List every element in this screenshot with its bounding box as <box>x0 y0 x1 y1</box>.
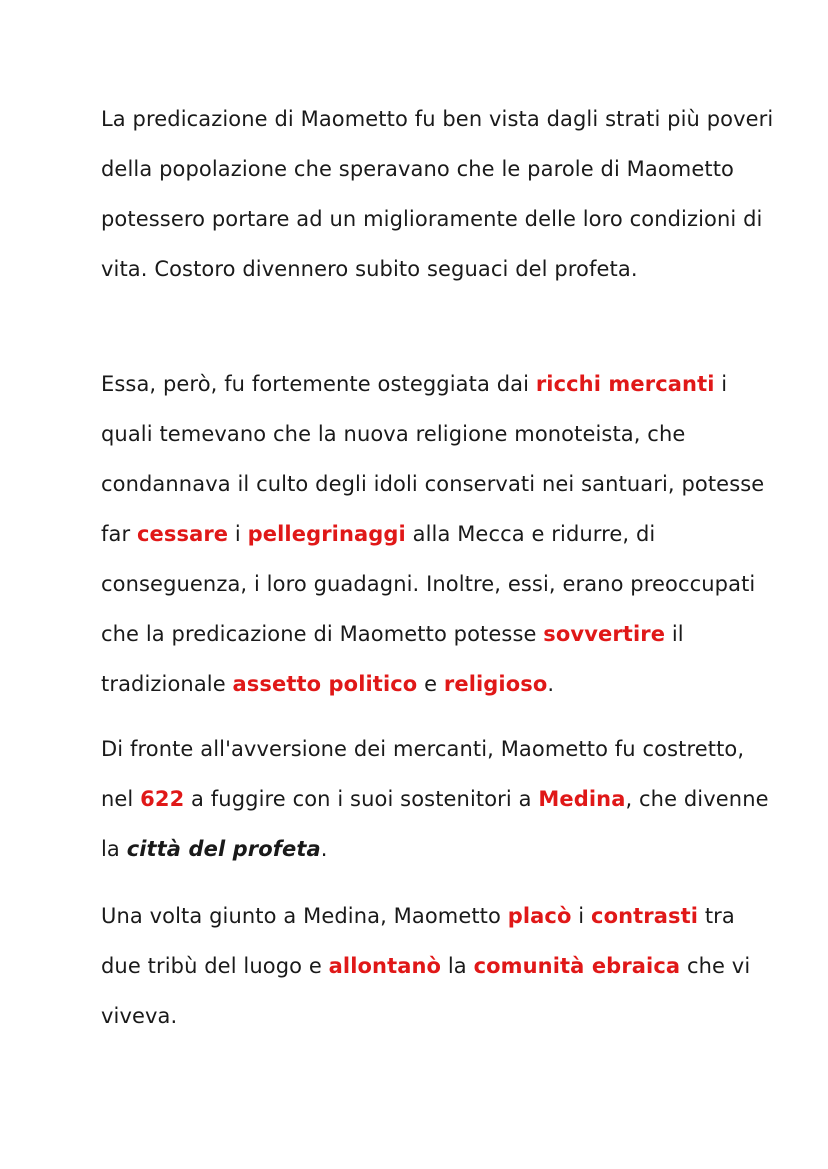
paragraph-predicazione <box>101 94 781 294</box>
text-segment: , che divenne la <box>101 787 769 861</box>
text-segment: a fuggire con i suoi sostenitori a <box>184 787 539 811</box>
text-segment: i quali temevano che la nuova religione monoteista, che condannava il culto degli idoli conservati nei santuari, potesse far <box>101 372 765 546</box>
emphasis-citta-del-profeta: città del profeta <box>126 837 321 861</box>
text-segment: . <box>547 672 555 696</box>
highlight-cessare: cessare <box>136 522 229 546</box>
text-segment: tra due tribù del luogo e <box>101 904 735 978</box>
highlight-comunita-ebraica: comunità ebraica <box>473 954 681 978</box>
text-segment: Di fronte all'avversione dei mercanti, Maometto fu costretto, nel <box>101 737 745 811</box>
text-segment: Essa, però, fu fortemente osteggiata dai <box>101 372 536 396</box>
highlight-pellegrinaggi: pellegrinaggi <box>247 522 406 546</box>
highlight-ricchi-mercanti: ricchi mercanti <box>535 372 715 396</box>
text-segment: Una volta giunto a Medina, Maometto <box>101 904 508 928</box>
paragraph-opposizione-mercanti <box>101 359 781 709</box>
paragraph-a-medina <box>101 891 781 1041</box>
text-segment: e <box>417 672 444 696</box>
highlight-sovvertire: sovvertire <box>543 622 666 646</box>
paragraph-fuga-medina <box>101 724 781 874</box>
text-segment: . <box>320 837 328 861</box>
highlight-allontano: allontanò <box>328 954 442 978</box>
text-segment: alla Mecca e ridurre, di conseguenza, i loro guadagni. Inoltre, essi, erano preoccupati che la predicazione di Maometto potesse <box>101 522 756 646</box>
text-segment: La predicazione di Maometto fu ben vista dagli strati più poveri della popolazione che speravano che le parole di Maometto potessero portare ad un miglioramente delle loro condizioni di vita. Costoro divennero subito seguaci del profeta. <box>101 107 774 281</box>
highlight-contrasti: contrasti <box>591 904 699 928</box>
text-segment: che vi viveva. <box>101 954 751 1028</box>
highlight-622: 622 <box>140 787 185 811</box>
highlight-medina: Medina <box>538 787 626 811</box>
highlight-religioso: religioso <box>443 672 548 696</box>
text-segment: i <box>228 522 248 546</box>
text-segment: la <box>441 954 474 978</box>
text-segment: il tradizionale <box>101 622 684 696</box>
highlight-placo: placò <box>507 904 572 928</box>
highlight-assetto-politico: assetto politico <box>232 672 418 696</box>
text-segment: i <box>571 904 592 928</box>
